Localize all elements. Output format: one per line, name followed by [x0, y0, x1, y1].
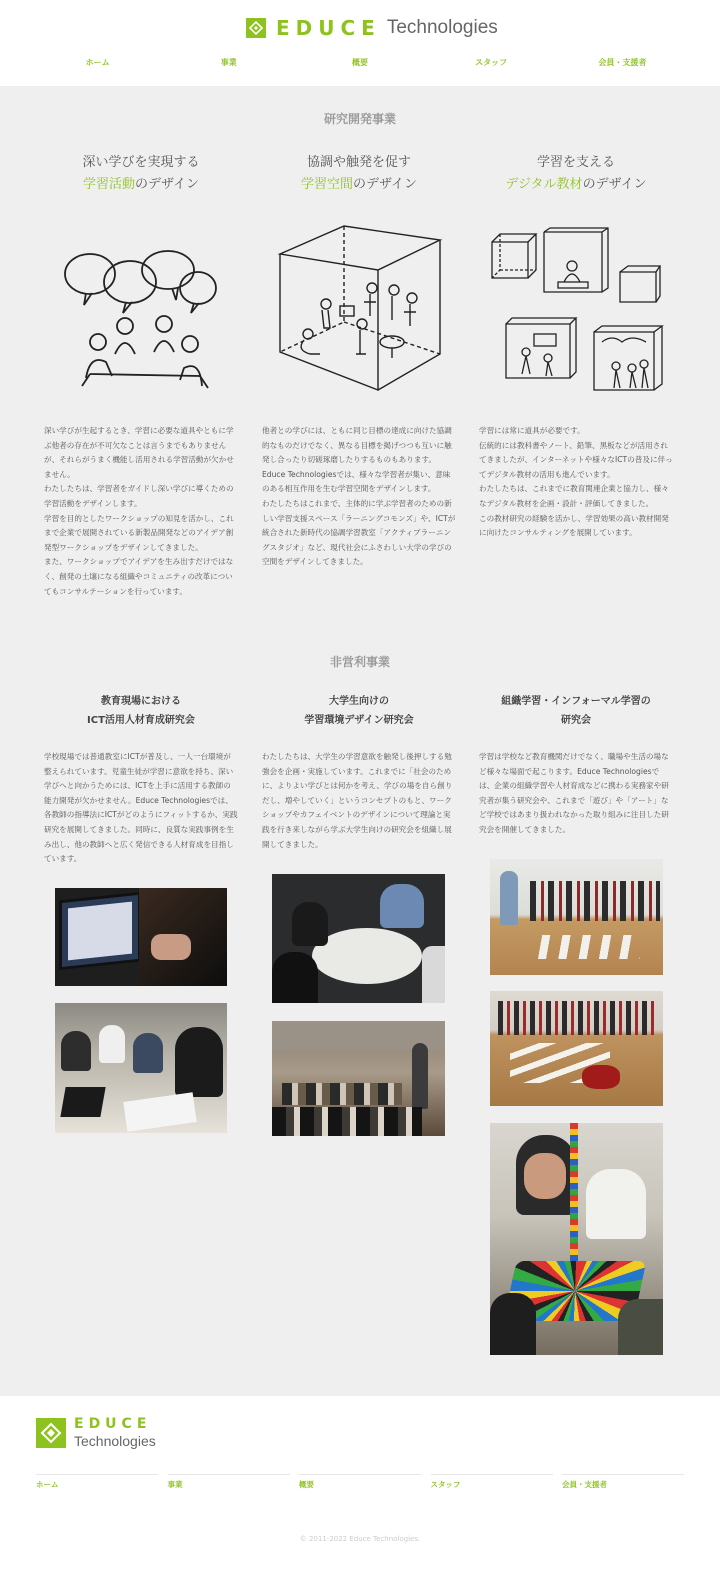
discussion-illustration [60, 246, 230, 396]
heading-line: 学習を支える [536, 155, 615, 170]
footer-nav [36, 1474, 684, 1490]
paragraph: わたしたちは、学習者をガイドし深い学びに導くための学習活動をデザインします。 [44, 484, 234, 508]
site-logo[interactable] [246, 17, 498, 39]
site-footer [0, 1396, 720, 1572]
nav-members[interactable]: 会員・支援者 [598, 58, 647, 67]
heading-accent: デジタル教材 [505, 177, 583, 192]
paragraph: 学習を目的としたワークショップの知見を活かし、これまで企業で展開されている新製品開発などのアイデア創発型ワークショップをデザインしてきました。 [44, 513, 234, 552]
logo-educe-text: EDUCE [74, 1416, 152, 1432]
column-heading [44, 152, 238, 196]
paragraph: 他者との学びには、ともに同じ目標の達成に向けた協調的なものだけでなく、異なる目標を掲げつつも互いに触発し合ったり切磋琢磨したりするものもあります。 [262, 426, 452, 465]
heading-accent: 学習活動 [82, 177, 135, 192]
research-text-materials [479, 424, 673, 541]
main-content [0, 86, 720, 1396]
paragraph: わたしたちは、これまでに教育関連企業と協力し、様々なデジタル教材を企画・設計・評価してきました。 [479, 484, 669, 508]
photo-informal-learning-2 [490, 991, 663, 1106]
heading-line: 大学生向けの [329, 696, 389, 707]
paragraph: わたしたちはこれまで、主体的に学ぶ学習者のための新しい学習支援スペース「ラーニングコモンズ」や、ICTが統合された新時代の協調学習教室「アクティブラーニングスタジオ」など、現代社会にふさわしい大学の学びの空間をデザインしてきました。 [262, 498, 456, 567]
column-heading [479, 152, 673, 196]
paragraph: 伝統的には教科書やノート、鉛筆、黒板などが活用されてきましたが、インターネットや様々なICTの普及に伴ってデジタル教材の活用も進んでいます。 [479, 440, 673, 479]
digital-materials-illustration [488, 226, 664, 394]
nav-home[interactable]: ホーム [85, 58, 110, 67]
paragraph: Educe Technologiesでは、様々な学習者が集い、意味のある相互作用を生む学習空間をデザインします。 [262, 469, 451, 494]
logo-technologies-text: Technologies [386, 17, 498, 38]
footer-nav-overview[interactable]: 概要 [299, 1474, 421, 1490]
photo-lego-tower [490, 1123, 663, 1355]
heading-line: 学習環境デザイン研究会 [304, 715, 414, 726]
footer-nav-staff[interactable]: スタッフ [431, 1474, 553, 1490]
copyright-text: © 2011-2022 Educe Technologies. [299, 1535, 421, 1543]
footer-nav-home[interactable]: ホーム [36, 1474, 158, 1490]
heading-line: 協調や触発を促す [306, 155, 411, 170]
heading-line [44, 174, 238, 196]
nav-business[interactable]: 事業 [220, 58, 237, 67]
heading-line [479, 174, 673, 196]
column-heading [262, 692, 456, 730]
nonprofit-section-title: 非営利事業 [329, 655, 390, 669]
nonprofit-column-ict [44, 692, 238, 867]
heading-rest: のデザイン [134, 177, 200, 192]
nonprofit-column-organization [479, 692, 673, 838]
footer-logo[interactable] [36, 1416, 156, 1450]
logo-educe-text: EDUCE [276, 16, 381, 40]
heading-rest: のデザイン [582, 177, 647, 192]
heading-line: ICT活用人材育成研究会 [87, 715, 195, 726]
heading-rest: のデザイン [352, 177, 418, 192]
research-section-title: 研究開発事業 [323, 112, 396, 126]
heading-line [262, 174, 456, 196]
heading-line: 教育現場における [101, 696, 181, 707]
heading-accent: 学習空間 [300, 177, 353, 192]
research-column-activity [44, 152, 238, 196]
nonprofit-column-university [262, 692, 456, 852]
paragraph: この教材研究の経験を活かし、学習効果の高い教材開発に向けたコンサルティングを展開しています。 [479, 513, 669, 538]
column-heading [479, 692, 673, 730]
logo-technologies-text: Technologies [74, 1433, 156, 1449]
nav-staff[interactable]: スタッフ [475, 58, 508, 67]
research-column-materials [479, 152, 673, 196]
heading-line: 組織学習・インフォーマル学習の [501, 696, 651, 707]
paragraph: 学習には常に道具が必要です。 [479, 426, 585, 435]
nav-overview[interactable]: 概要 [351, 58, 368, 67]
logo-mark-icon [36, 1418, 66, 1448]
footer-logo-text [74, 1416, 156, 1450]
photo-laptop-workshop [55, 888, 227, 986]
site-header [0, 0, 720, 86]
photo-cafe-event [272, 874, 445, 1003]
heading-line: 研究会 [561, 715, 591, 726]
research-text-activity [44, 424, 238, 599]
photo-teachers-workshop [55, 1003, 227, 1133]
paragraph: 学校現場では普通教室にICTが普及し、一人一台環境が整えられています。児童生徒が学習に意欲を持ち、深い学びへと向かうためには、ICTを上手に活用する教師の能力開発が欠かせません。Educe Technologiesでは、各教師の指導法にICTがどのようにフィットするか、実践研究を展開してきました。同時に、良質な実践事例を生み出し、他の教師へと広く発信できる人材育成を目指しています。 [44, 752, 238, 864]
main-nav [0, 57, 720, 68]
paragraph: 深い学びが生起するとき、学習に必要な道具やともに学ぶ他者の存在が不可欠なことは言うまでもありませんが、それらがうまく機能し活用される学習活動が欠かせません。 [44, 426, 234, 479]
photo-lecture-room [272, 1021, 445, 1136]
column-heading [262, 152, 456, 196]
footer-nav-members[interactable]: 会員・支援者 [562, 1474, 684, 1490]
heading-line: 深い学びを実現する [82, 155, 200, 170]
research-text-space [262, 424, 456, 570]
photo-informal-learning-1 [490, 859, 663, 975]
column-heading [44, 692, 238, 730]
paragraph: 学習は学校など教育機関だけでなく、職場や生活の場など様々な場面で起こります。Educe Technologiesでは、企業の組織学習や人材育成などに携わる実務家や研究者が集う研究会や、これまで「遊び」や「アート」など学校ではあまり扱われなかった取り組みに注目した研究会を開催してきました。 [479, 752, 669, 834]
paragraph: また、ワークショップでアイデアを生み出すだけではなく、創発の土壌になる組織やコミュニティの改革についてもコンサルテーションを行っています。 [44, 557, 234, 596]
learning-space-illustration [274, 224, 444, 394]
paragraph: わたしたちは、大学生の学習意欲を触発し後押しする勉強会を企画・実施しています。これまでに「社会のために、よりよい学びとは何かを考え、学びの場を自ら創りだし、増やしていく」というコンセプトのもと、ワークショップやカフェイベントのデザインについて理論と実践を行き来しながら学ぶ大学生向けの研究会を組織し展開してきました。 [262, 752, 453, 849]
research-column-space [262, 152, 456, 196]
logo-mark-icon [246, 18, 266, 38]
footer-nav-business[interactable]: 事業 [168, 1474, 290, 1490]
